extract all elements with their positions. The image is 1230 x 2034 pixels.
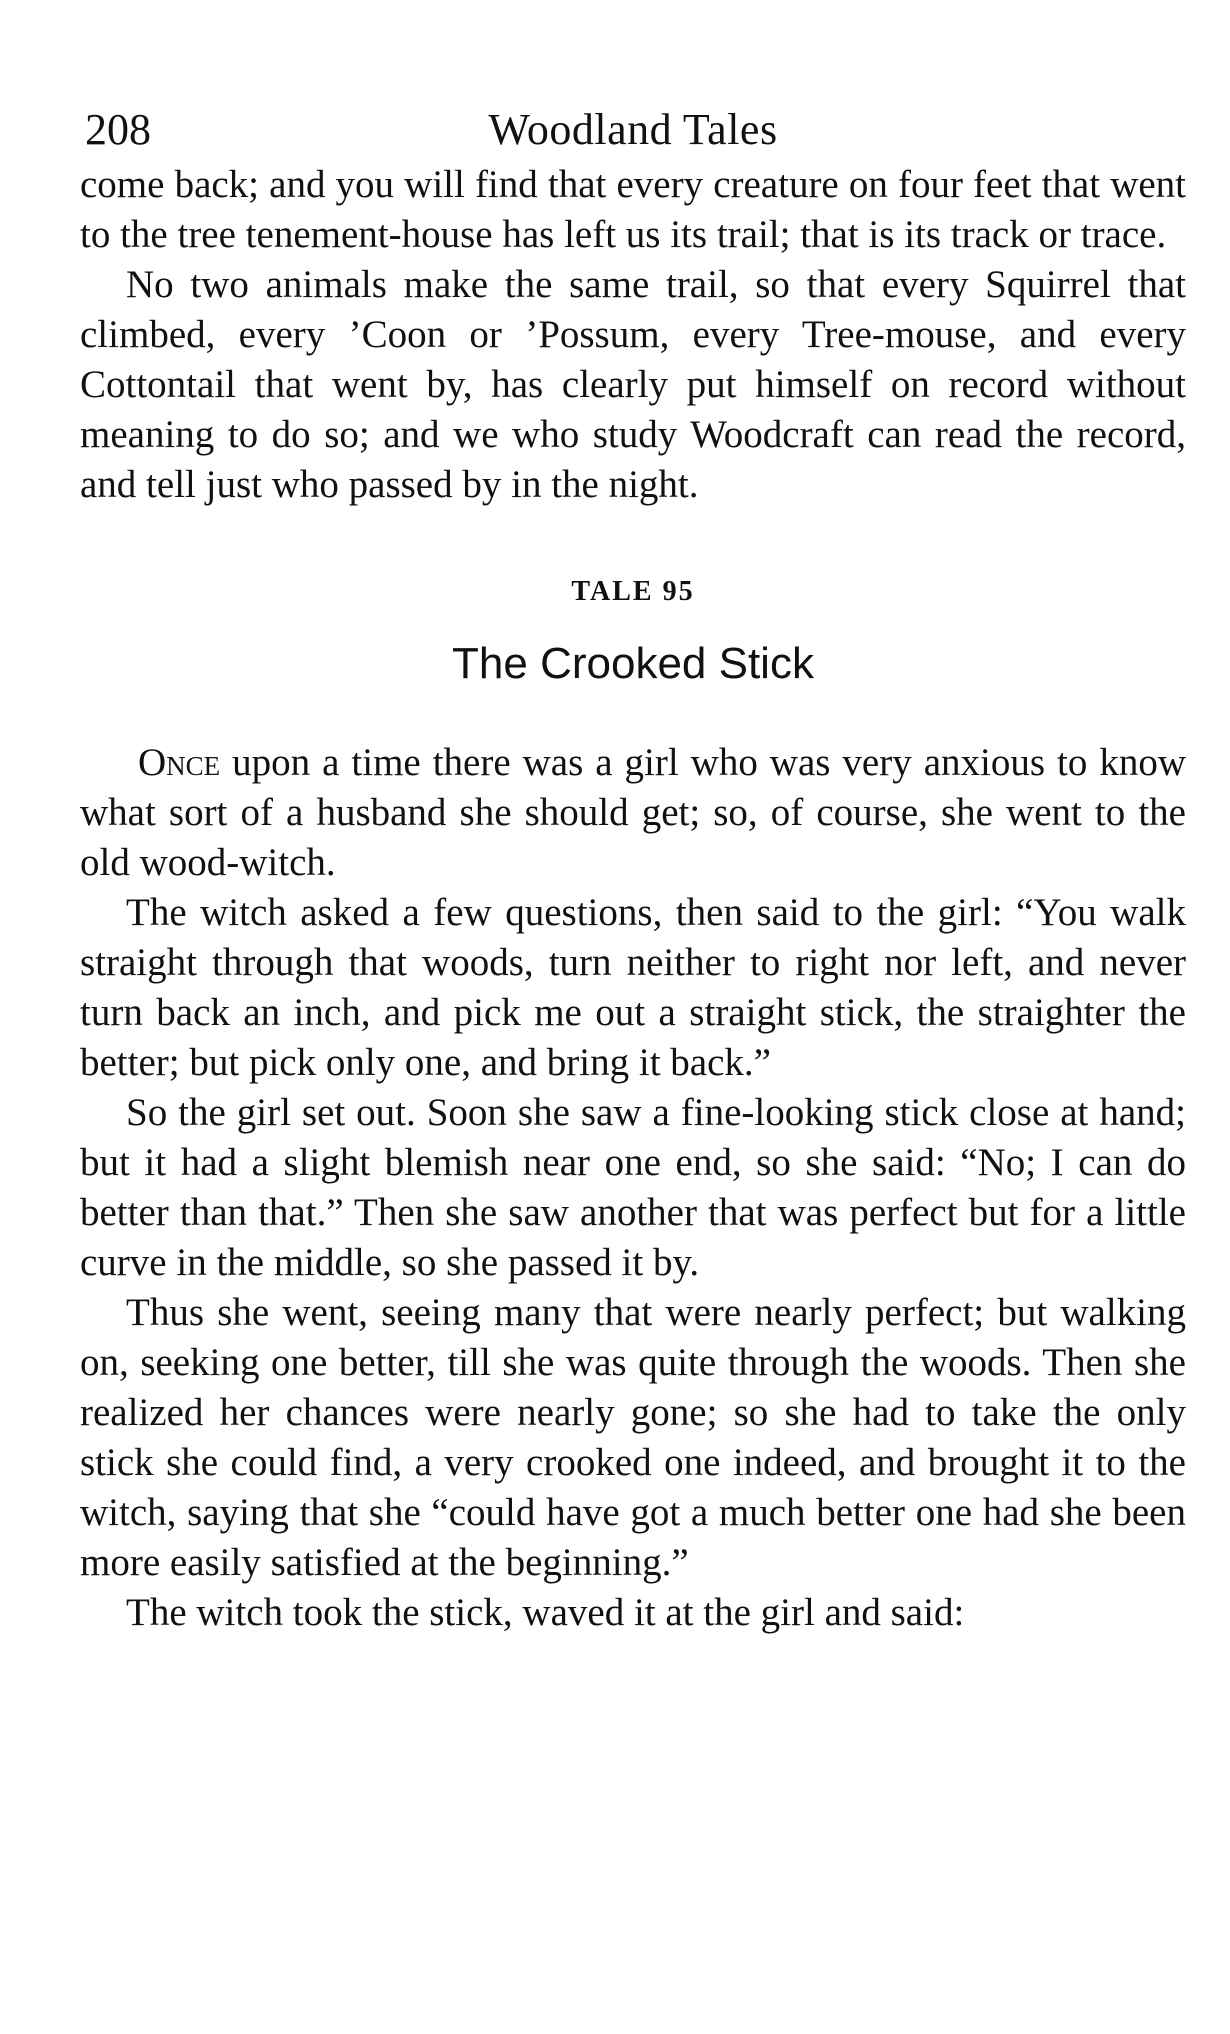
story-paragraph: The witch took the stick, waved it at the girl and said: bbox=[126, 1591, 965, 1634]
story-paragraph: The witch asked a few questions, then said to the girl: “You walk straight through that woods, turn neither to right nor left, and never turn back an inch, and pick me out a straight stick, the straighter the better; but pick only one, and bring it back.” bbox=[80, 891, 1186, 1084]
story-title: The Crooked Stick bbox=[452, 639, 814, 688]
story-paragraph bbox=[80, 738, 1186, 888]
running-head bbox=[80, 100, 1186, 160]
running-title: Woodland Tales bbox=[488, 105, 778, 154]
story-body bbox=[80, 738, 1186, 1638]
tale-number: TALE 95 bbox=[571, 576, 695, 607]
intro-paragraph: No two animals make the same trail, so that every Squirrel that climbed, every ’Coon or ’Possum, every Tree-mouse, and every Cottontail that went by, has clearly put himself on record without meaning to do so; and we who study Woodcraft can read the record, and tell just who passed by in the night. bbox=[80, 263, 1186, 506]
page-number: 208 bbox=[85, 105, 151, 154]
story-paragraph: So the girl set out. Soon she saw a fine-looking stick close at hand; but it had a slight blemish near one end, so she said: “No; I can do better than that.” Then she saw another that was perfect but for a little curve in the middle, so she passed it by. bbox=[80, 1091, 1186, 1284]
story-paragraph: Thus she went, seeing many that were nearly perfect; but walking on, seeking one better, till she was quite through the woods. Then she realized her chances were nearly gone; so she had to take the only stick she could find, a very crooked one indeed, and brought it to the witch, saying that she “could have got a much better one had she been more easily satisfied at the beginning.” bbox=[80, 1291, 1186, 1584]
opening-text: upon a time there was a girl who was very anxious to know what sort of a husband she should get; so, of course, she went to the old wood-witch. bbox=[80, 741, 1186, 884]
opening-word: Once bbox=[138, 741, 221, 784]
book-page bbox=[80, 100, 1186, 1638]
intro-paragraph: come back; and you will find that every creature on four feet that went to the tree tenement-house has left us its trail; that is its track or trace. bbox=[80, 163, 1186, 256]
